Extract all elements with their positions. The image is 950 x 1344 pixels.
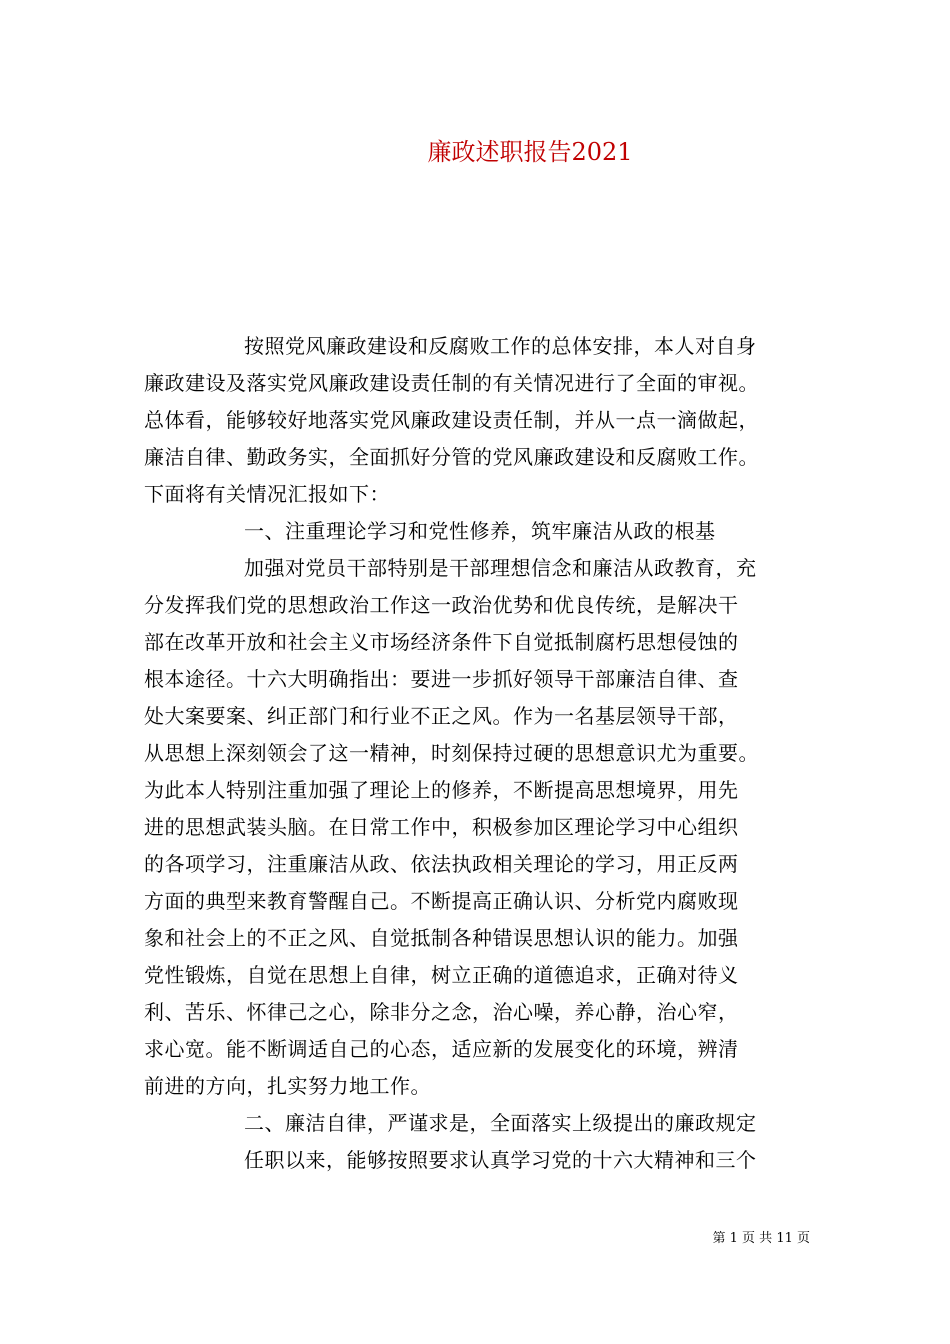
paragraph-line: 利、苦乐、怀律己之心，除非分之念，治心噪，养心静，治心窄， xyxy=(144,1000,739,1024)
section-heading: 二、廉洁自律，严谨求是，全面落实上级提出的廉政规定 xyxy=(244,1111,757,1135)
paragraph-line: 按照党风廉政建设和反腐败工作的总体安排，本人对自身 xyxy=(244,334,757,358)
paragraph-line: 的各项学习，注重廉洁从政、依法执政相关理论的学习，用正反两 xyxy=(144,852,739,876)
paragraph-line: 加强对党员干部特别是干部理想信念和廉洁从政教育，充 xyxy=(244,556,757,580)
paragraph-line: 求心宽。能不断调适自己的心态，适应新的发展变化的环境，辨清 xyxy=(144,1037,739,1061)
paragraph-line: 前进的方向，扎实努力地工作。 xyxy=(144,1074,431,1098)
paragraph-line: 为此本人特别注重加强了理论上的修养，不断提高思想境界，用先 xyxy=(144,778,739,802)
document-title: 廉政述职报告2021 xyxy=(427,138,633,166)
paragraph-line: 进的思想武装头脑。在日常工作中，积极参加区理论学习中心组织 xyxy=(144,815,739,839)
paragraph-line: 下面将有关情况汇报如下： xyxy=(144,482,390,506)
paragraph-line: 处大案要案、纠正部门和行业不正之风。作为一名基层领导干部， xyxy=(144,704,739,728)
paragraph-line: 分发挥我们党的思想政治工作这一政治优势和优良传统，是解决干 xyxy=(144,593,739,617)
page-number: 第 1 页 共 11 页 xyxy=(712,1231,810,1246)
paragraph-line: 方面的典型来教育警醒自己。不断提高正确认识、分析党内腐败现 xyxy=(144,889,739,913)
paragraph-line: 廉政建设及落实党风廉政建设责任制的有关情况进行了全面的审视。 xyxy=(144,371,759,395)
paragraph-line: 从思想上深刻领会了这一精神，时刻保持过硬的思想意识尤为重要。 xyxy=(144,741,759,765)
paragraph-line: 总体看，能够较好地落实党风廉政建设责任制，并从一点一滴做起， xyxy=(144,408,759,432)
paragraph-line: 部在改革开放和社会主义市场经济条件下自觉抵制腐朽思想侵蚀的 xyxy=(144,630,739,654)
section-heading: 一、注重理论学习和党性修养，筑牢廉洁从政的根基 xyxy=(244,519,716,543)
paragraph-line: 党性锻炼，自觉在思想上自律，树立正确的道德追求，正确对待义 xyxy=(144,963,739,987)
paragraph-line: 根本途径。十六大明确指出：要进一步抓好领导干部廉洁自律、查 xyxy=(144,667,739,691)
paragraph-line: 廉洁自律、勤政务实，全面抓好分管的党风廉政建设和反腐败工作。 xyxy=(144,445,759,469)
paragraph-line: 象和社会上的不正之风、自觉抵制各种错误思想认识的能力。加强 xyxy=(144,926,739,950)
document-body xyxy=(144,328,806,1179)
paragraph-line: 任职以来，能够按照要求认真学习党的十六大精神和三个 xyxy=(244,1148,757,1172)
